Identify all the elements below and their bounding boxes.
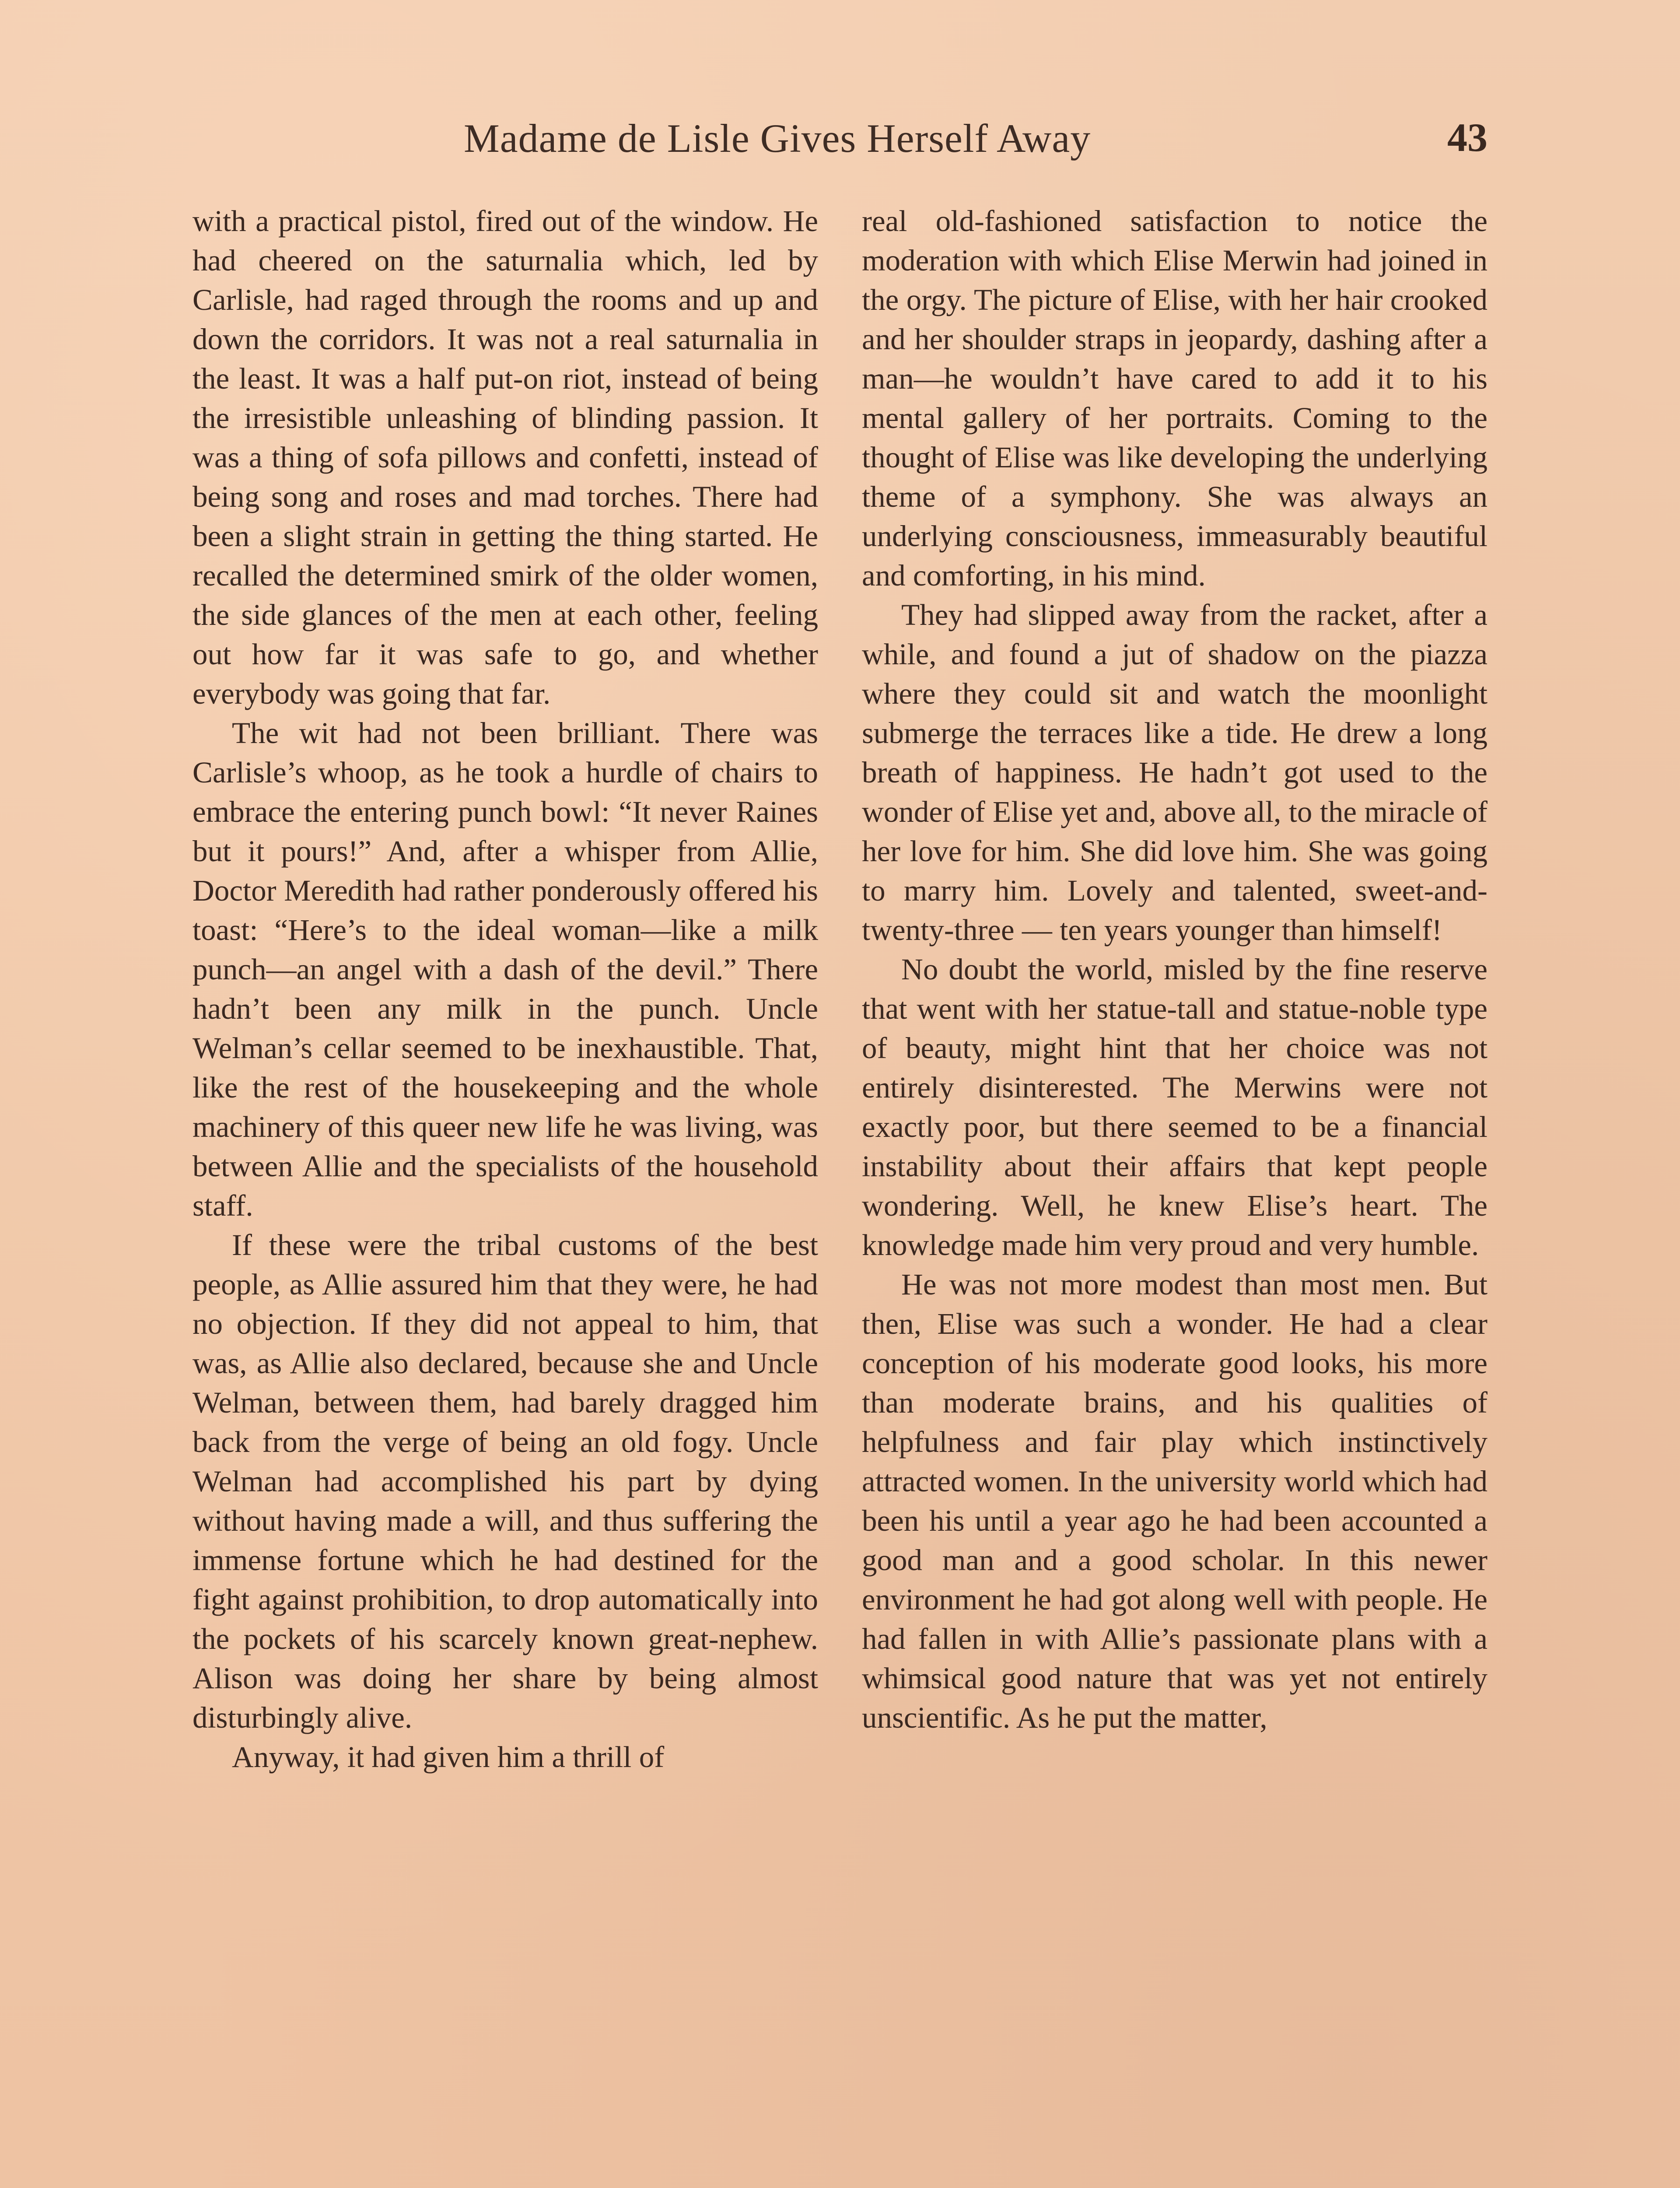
- running-header-title: Madame de Lisle Gives Herself Away: [464, 116, 1091, 161]
- paragraph: If these were the tribal customs of the best people, as Allie assured him that they were, he had no objection. If they did not appeal to him, that was, as Allie also declared, because she and Uncle Welman, between them, had barely dragged him back from the verge of being an old fogy. Uncle Welman had accomplished his part by dying without having made a will, and thus suffering the immense fortune which he had destined for the fight against prohibition, to drop automatically into the pockets of his scarcely known great-nephew. Alison was doing her share by being almost disturbingly alive.: [192, 1228, 818, 1734]
- paragraph: They had slipped away from the racket, after a while, and found a jut of shadow on the piazza where they could sit and watch the moonlight submerge the terraces like a tide. He drew a long breath of happiness. He hadn’t got used to the wonder of Elise yet and, above all, to the miracle of her love for him. She did love him. She was going to marry him. Lovely and talented, sweet-and-twenty-three — ten years younger than himself!: [862, 598, 1488, 947]
- paragraph: with a practical pistol, fired out of the window. He had cheered on the saturnalia which, led by Carlisle, had raged through the rooms and up and down the corridors. It was not a real saturnalia in the least. It was a half put-on riot, instead of being the irresistible unleashing of blinding passion. It was a thing of sofa pillows and confetti, instead of being song and roses and mad torches. There had been a slight strain in getting the thing started. He recalled the determined smirk of the older women, the side glances of the men at each other, feeling out how far it was safe to go, and whether everybody was going that far.: [192, 204, 818, 710]
- text-column-left: [192, 201, 818, 1777]
- paragraph: real old-fashioned satisfaction to notice the moderation with which Elise Merwin had joined in the orgy. The picture of Elise, with her hair crooked and her shoulder straps in jeopardy, dashing after a man—he wouldn’t have cared to add it to his mental gallery of her portraits. Coming to the thought of Elise was like developing the underlying theme of a symphony. She was always an underlying consciousness, immeasurably beautiful and comforting, in his mind.: [862, 204, 1488, 592]
- text-column-right: [862, 201, 1488, 1737]
- paragraph: Anyway, it had given him a thrill of: [232, 1740, 665, 1774]
- paragraph: The wit had not been brilliant. There was Carlisle’s whoop, as he took a hurdle of chairs to embrace the entering punch bowl: “It never Raines but it pours!” And, after a whisper from Allie, Doctor Meredith had rather ponderously offered his toast: “Here’s to the ideal woman—like a milk punch—an angel with a dash of the devil.” There hadn’t been any milk in the punch. Uncle Welman’s cellar seemed to be inexhaustible. That, like the rest of the housekeeping and the whole machinery of this queer new life he was living, was between Allie and the specialists of the household staff.: [192, 716, 818, 1222]
- paragraph: He was not more modest than most men. But then, Elise was such a wonder. He had a clear conception of his moderate good looks, his more than moderate brains, and his qualities of helpfulness and fair play which instinctively attracted women. In the university world which had been his until a year ago he had been accounted a good man and a good scholar. In this newer environment he had got along well with people. He had fallen in with Allie’s passionate plans with a whimsical good nature that was yet not entirely unscientific. As he put the matter,: [862, 1268, 1488, 1734]
- page-number: 43: [1447, 115, 1488, 160]
- paragraph: No doubt the world, misled by the fine reserve that went with her statue-tall and statue-noble type of beauty, might hint that her choice was not entirely disinterested. The Merwins were not exactly poor, but there seemed to be a financial instability about their affairs that kept people wondering. Well, he knew Elise’s heart. The knowledge made him very proud and very humble.: [862, 953, 1488, 1262]
